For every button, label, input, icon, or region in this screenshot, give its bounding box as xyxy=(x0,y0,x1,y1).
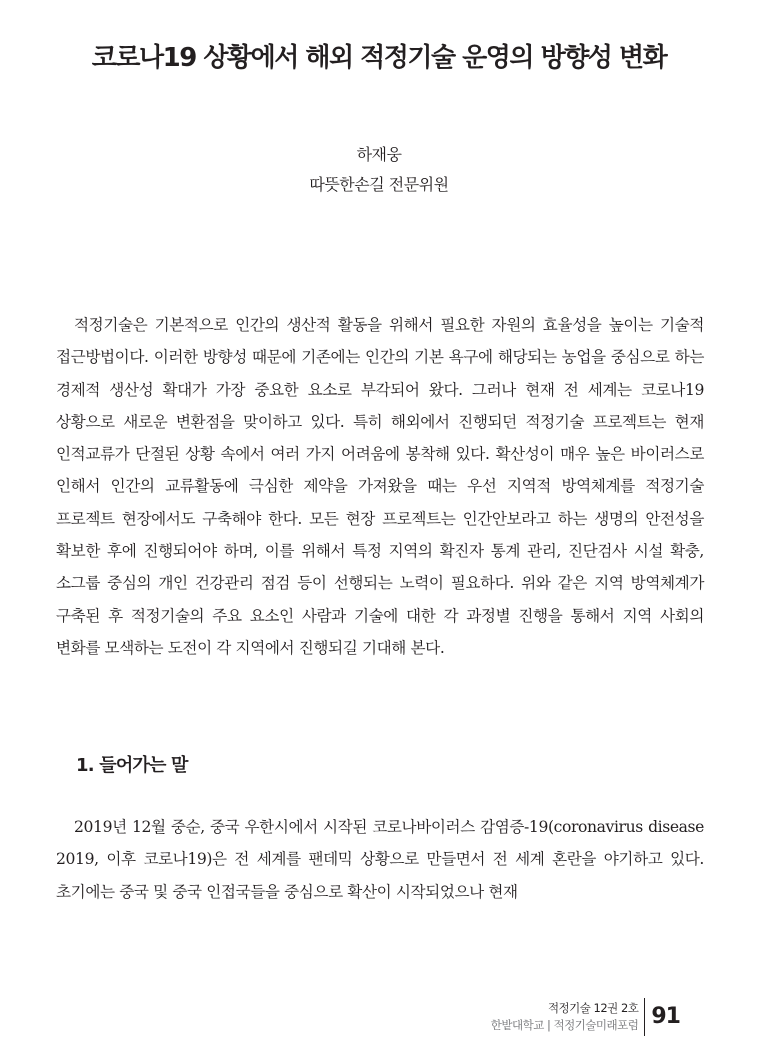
article-title: 코로나19 상황에서 해외 적정기술 운영의 방향성 변화 xyxy=(91,43,667,73)
author-affiliation: 따뜻한손길 전문위원 xyxy=(309,175,449,194)
page-footer xyxy=(491,998,680,1036)
author-block xyxy=(0,140,758,200)
journal-publisher: 한밭대학교 | 적정기술미래포럼 xyxy=(490,1018,639,1032)
intro-paragraph: 2019년 12월 중순, 중국 우한시에서 시작된 코로나바이러스 감염증-19(coronavirus disease 2019, 이후 코로나19)은 전 세계를 팬데믹 상황으로 만들면서 전 세계 혼란을 야기하고 있다. 초기에는 중국 및 중국 인접국들을 중심으로 확산이 시작되었으나 현재 xyxy=(56,818,704,901)
section-heading: 1. 들어가는 말 xyxy=(76,755,188,776)
abstract-paragraph: 적정기술은 기본적으로 인간의 생산적 활동을 위해서 필요한 자원의 효율성을 높이는 기술적 접근방법이다. 이러한 방향성 때문에 기존에는 인간의 기본 욕구에 해당되는 농업을 중심으로 하는 경제적 생산성 확대가 가장 중요한 요소로 부각되어 왔다. 그러나 현재 전 세계는 코로나19 상황으로 새로운 변환점을 맞이하고 있다. 특히 해외에서 진행되던 적정기술 프로젝트는 현재 인적교류가 단절된 상황 속에서 여러 가지 어려움에 봉착해 있다. 확산성이 매우 높은 바이러스로 인해서 인간의 교류활동에 극심한 제약을 가져왔을 때는 우선 지역적 방역체계를 적정기술 프로젝트 현장에서도 구축해야 한다. 모든 현장 프로젝트는 인간안보라고 하는 생명의 안전성을 확보한 후에 진행되어야 하며, 이를 위해서 특정 지역의 확진자 통계 관리, 진단검사 시설 확충, 소그룹 중심의 개인 건강관리 점검 등이 선행되는 노력이 필요하다. 위와 같은 지역 방역체계가 구축된 후 적정기술의 주요 요소인 사람과 기술에 대한 각 과정별 진행을 통해서 지역 사회의 변화를 모색하는 도전이 각 지역에서 진행되길 기대해 본다. xyxy=(56,316,704,657)
journal-issue: 적정기술 12권 2호 xyxy=(547,1001,639,1015)
footer-text xyxy=(491,1000,645,1034)
author-name: 하재웅 xyxy=(356,145,402,164)
page-number: 91 xyxy=(651,1004,680,1029)
